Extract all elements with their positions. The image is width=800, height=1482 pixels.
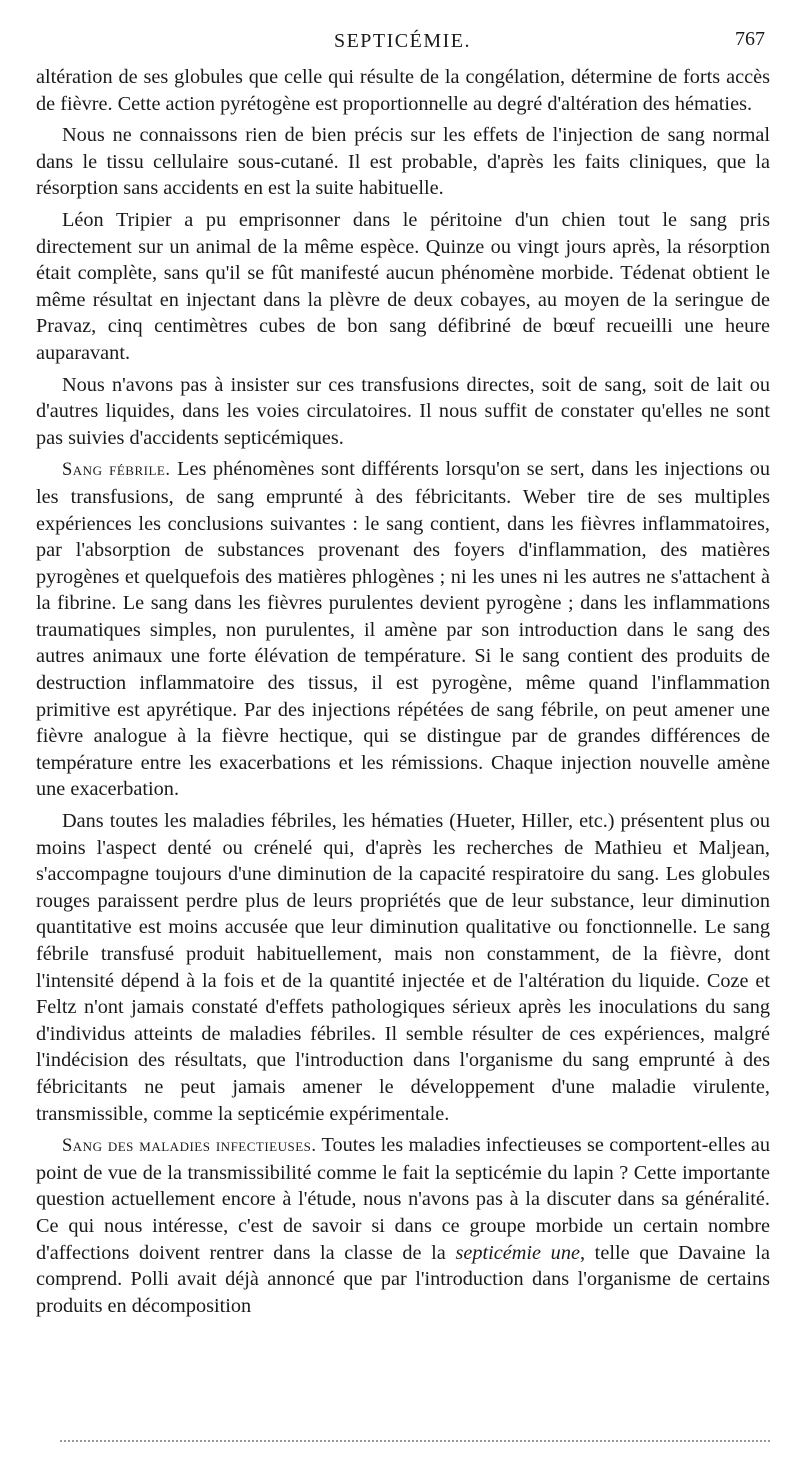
paragraph-3: Léon Tripier a pu emprisonner dans le péritoine d'un chien tout le sang pris directement sur un animal de la même espèce. Quinze ou vingt jours après, la résorption était complète, sans qu'il se fût manifesté aucun phénomène morbide. Tédenat obtient le même résultat en injectant dans la plèvre de deux cobayes, au moyen de la seringue de Pravaz, cinq centimètres cubes de bon sang défibriné de bœuf recueilli une heure auparavant. — [36, 208, 770, 364]
running-head — [35, 30, 770, 60]
section-heading-sang-febrile: Sang fébrile. — [62, 460, 171, 481]
paragraph-7 — [36, 1132, 770, 1319]
paragraph-7-emphasis: septicémie une — [455, 1241, 580, 1264]
paragraph-6: Dans toutes les maladies fébriles, les hématies (Hueter, Hiller, etc.) présentent plus ou moins l'aspect denté ou crénelé qui, d'après les recherches de Mathieu et Maljean, s'accompagne toujours d'une diminution de la capacité respiratoire du sang. Les globules rouges paraissent perdre plus de leurs propriétés que de leur substance, leur diminution quantitative est moins accusée que leur diminution qualitative ou fonctionnelle. Le sang fébrile transfusé produit habituellement, mais non constamment, de la fièvre, dont l'intensité dépend à la fois et de la quantité injectée et de l'altération du liquide. Coze et Feltz n'ont jamais constaté d'effets pathologiques sérieux après les inoculations du sang d'individus atteints de maladies fébriles. Il semble résulter de ces expériences, malgré l'indécision des résultats, que l'introduction dans l'organisme du sang emprunté à des fébricitants ne peut jamais amener le développement d'une maladie virulente, transmissible, comme la septicémie expérimentale. — [36, 810, 770, 1125]
page-number: 767 — [735, 28, 765, 50]
section-heading-sang-maladies-infectieuses: Sang des maladies infectieuses. — [62, 1136, 317, 1157]
paragraph-5 — [36, 456, 770, 803]
running-title: SEPTICÉMIE. — [333, 30, 472, 52]
body-text — [36, 64, 770, 1324]
paragraph-5-text: Les phénomènes sont différents lorsqu'on se sert, dans les injections ou les transfusions, de sang emprunté à des fébricitants. Weber tire de ses multiples expériences les conclusions suivantes : le sang contient, dans les fièvres inflammatoires, par l'absorption de substances provenant des foyers d'inflammation, des matières pyrogènes et quelquefois des matières phlogènes ; ni les unes ni les autres ne s'attachent à la fibrine. Le sang dans les fièvres purulentes devient pyrogène ; dans les inflammations traumatiques simples, non purulentes, il amène par son introduction dans le sang des autres animaux une forte élévation de température. Si le sang contient des produits de destruction inflammatoire des tissus, il est pyrogène, même quand l'inflammation primitive est apyrétique. Par des injections répétées de sang fébrile, on peut amener une fièvre analogue à la fièvre hectique, qui se distingue par de grandes différences de température entre les exacerbations et les rémissions. Chaque injection nouvelle amène une exacerbation. — [36, 458, 770, 801]
paragraph-1: altération de ses globules que celle qui résulte de la congélation, détermine de forts accès de fièvre. Cette action pyrétogène est proportionnelle au degré d'altération des hématies. — [36, 66, 770, 115]
footer-rule — [60, 1440, 770, 1442]
paragraph-7-text-b: , telle que Davaine la comprend. Polli avait déjà annoncé que par l'introduction dans l'organisme de certains produits en décomposition — [36, 1241, 771, 1317]
paragraph-4: Nous n'avons pas à insister sur ces transfusions directes, soit de sang, soit de lait ou d'autres liquides, dans les voies circulatoires. Il nous suffit de constater qu'elles ne sont pas suivies d'accidents septicémiques. — [36, 373, 770, 449]
paragraph-2: Nous ne connaissons rien de bien précis sur les effets de l'injection de sang normal dans le tissu cellulaire sous-cutané. Il est probable, d'après les faits cliniques, que la résorption sans accidents en est la suite habituelle. — [36, 124, 770, 200]
paragraph-7-text-a: Toutes les maladies infectieuses se comportent-elles au point de vue de la transmissibilité comme le fait la septicémie du lapin ? Cette importante question actuellement encore à l'étude, nous n'avons pas à la discuter dans sa généralité. Ce qui nous intéresse, c'est de savoir si dans ce groupe morbide un certain nombre d'affections doivent rentrer dans la classe de la — [36, 1134, 770, 1264]
